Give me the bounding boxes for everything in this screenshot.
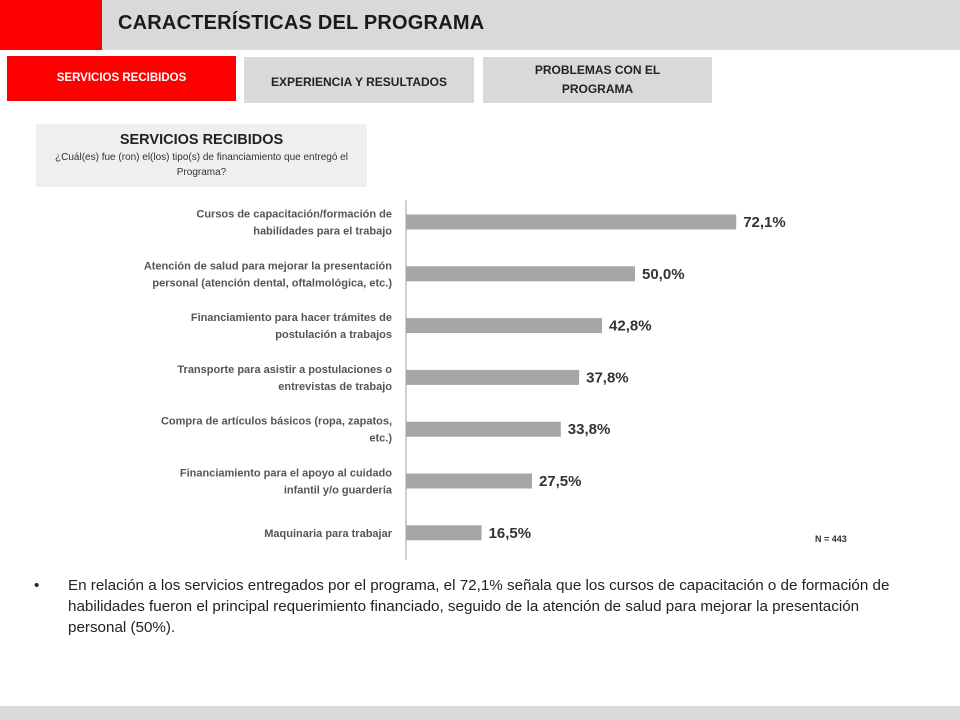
category-label: Cursos de capacitación/formación de: [196, 208, 392, 221]
question-box: [36, 124, 367, 187]
category-label: entrevistas de trabajo: [278, 380, 392, 393]
bar: [406, 266, 635, 281]
page-title: CARACTERÍSTICAS DEL PROGRAMA: [118, 12, 485, 34]
data-label: 72,1%: [743, 214, 786, 231]
tab-experiencia-resultados[interactable]: EXPERIENCIA Y RESULTADOS: [244, 57, 474, 103]
category-label: Financiamiento para el apoyo al cuidado: [179, 467, 392, 480]
category-label: etc.): [369, 432, 392, 445]
tab-servicios-recibidos[interactable]: SERVICIOS RECIBIDOS: [7, 56, 236, 101]
category-label: Atención de salud para mejorar la presentación: [143, 260, 392, 273]
category-label: Financiamiento para hacer trámites de: [190, 312, 392, 325]
question-text: ¿Cuál(es) fue (ron) el(los) tipo(s) de financiamiento que entregó el Programa?: [55, 152, 348, 178]
data-label: 37,8%: [586, 369, 629, 387]
header-accent: [0, 0, 102, 50]
bar: [406, 318, 602, 333]
data-label: 27,5%: [538, 473, 582, 490]
category-label: Transporte para asistir a postulaciones o: [177, 363, 392, 376]
category-label: infantil y/o guardería: [283, 484, 392, 497]
bar-chart: [0, 192, 960, 567]
bar: [406, 215, 736, 230]
header-bar: [0, 0, 960, 50]
bullet-marker: •: [34, 577, 40, 594]
category-label: Compra de artículos básicos (ropa, zapatos,: [160, 415, 392, 428]
bar: [406, 370, 579, 385]
bar: [406, 525, 482, 540]
question-title: SERVICIOS RECIBIDOS: [119, 132, 284, 148]
data-label: 33,8%: [567, 421, 611, 439]
summary-text: En relación a los servicios entregados por el programa, el 72,1% señala que los cursos de capacitación o de formación de habilidades fueron el principal requerimiento financiado, seguido de la atención de salud para mejorar la presentación personal (50%).: [68, 577, 890, 636]
data-label: 42,8%: [609, 317, 652, 335]
sample-size-note: N = 443: [815, 534, 847, 544]
category-label: postulación a trabajos: [275, 329, 392, 342]
bar: [406, 474, 532, 489]
bar: [406, 422, 561, 437]
category-label: Maquinaria para trabajar: [264, 527, 392, 540]
data-label: 50,0%: [642, 265, 685, 283]
footer-bar: [0, 706, 960, 720]
category-label: habilidades para el trabajo: [253, 225, 392, 238]
category-label: personal (atención dental, oftalmológica, etc.): [152, 277, 392, 290]
data-label: 16,5%: [488, 524, 532, 542]
tab-problemas-programa[interactable]: PROBLEMAS CON EL PROGRAMA: [483, 57, 712, 103]
summary-bullet: [34, 575, 914, 638]
